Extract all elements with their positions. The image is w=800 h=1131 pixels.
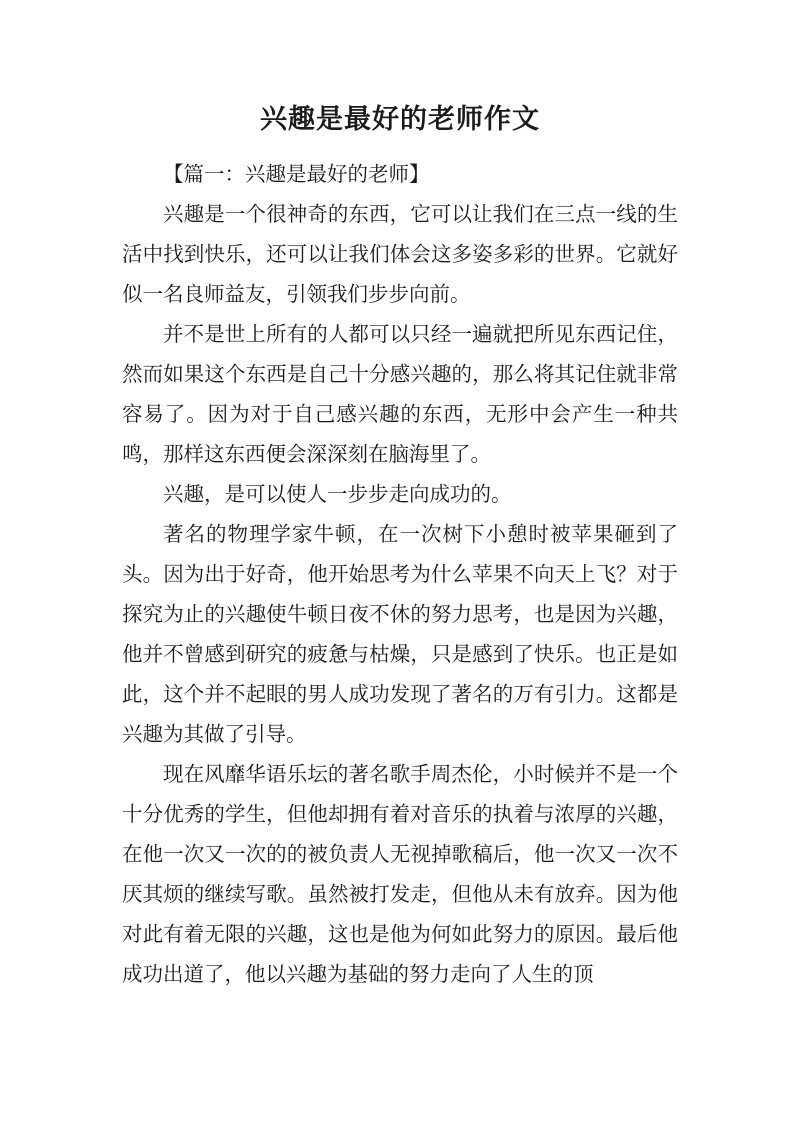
document-body [122,154,678,994]
paragraph: 著名的物理学家牛顿，在一次树下小憩时被苹果砸到了头。因为出于好奇，他开始思考为什么苹果不向天上飞？对于探究为止的兴趣使牛顿日夜不休的努力思考，也是因为兴趣，他并不曾感到研究的疲惫与枯燥，只是感到了快乐。也正是如此，这个并不起眼的男人成功发现了著名的万有引力。这都是兴趣为其做了引导。 [122,522,678,746]
paragraph: 并不是世上所有的人都可以只经一遍就把所见东西记住，然而如果这个东西是自己十分感兴趣的，那么将其记住就非常容易了。因为对于自己感兴趣的东西，无形中会产生一种共鸣，那样这东西便会深深刻在脑海里了。 [122,322,678,466]
paragraph: 现在风靡华语乐坛的著名歌手周杰伦，小时候并不是一个十分优秀的学生，但他却拥有着对音乐的执着与浓厚的兴趣，在他一次又一次的的被负责人无视掉歌稿后，他一次又一次不厌其烦的继续写歌。虽然被打发走，但他从未有放弃。因为他对此有着无限的兴趣，这也是他为何如此努力的原因。最后他成功出道了，他以兴趣为基础的努力走向了人生的顶 [122,762,678,986]
document-title: 兴趣是最好的老师作文 [260,104,540,135]
paragraph: 兴趣是一个很神奇的东西，它可以让我们在三点一线的生活中找到快乐，还可以让我们体会这多姿多彩的世界。它就好似一名良师益友，引领我们步步向前。 [122,202,678,306]
paragraph: 兴趣，是可以使人一步步走向成功的。 [163,482,512,506]
section-heading: 【篇一：兴趣是最好的老师】 [163,162,430,186]
